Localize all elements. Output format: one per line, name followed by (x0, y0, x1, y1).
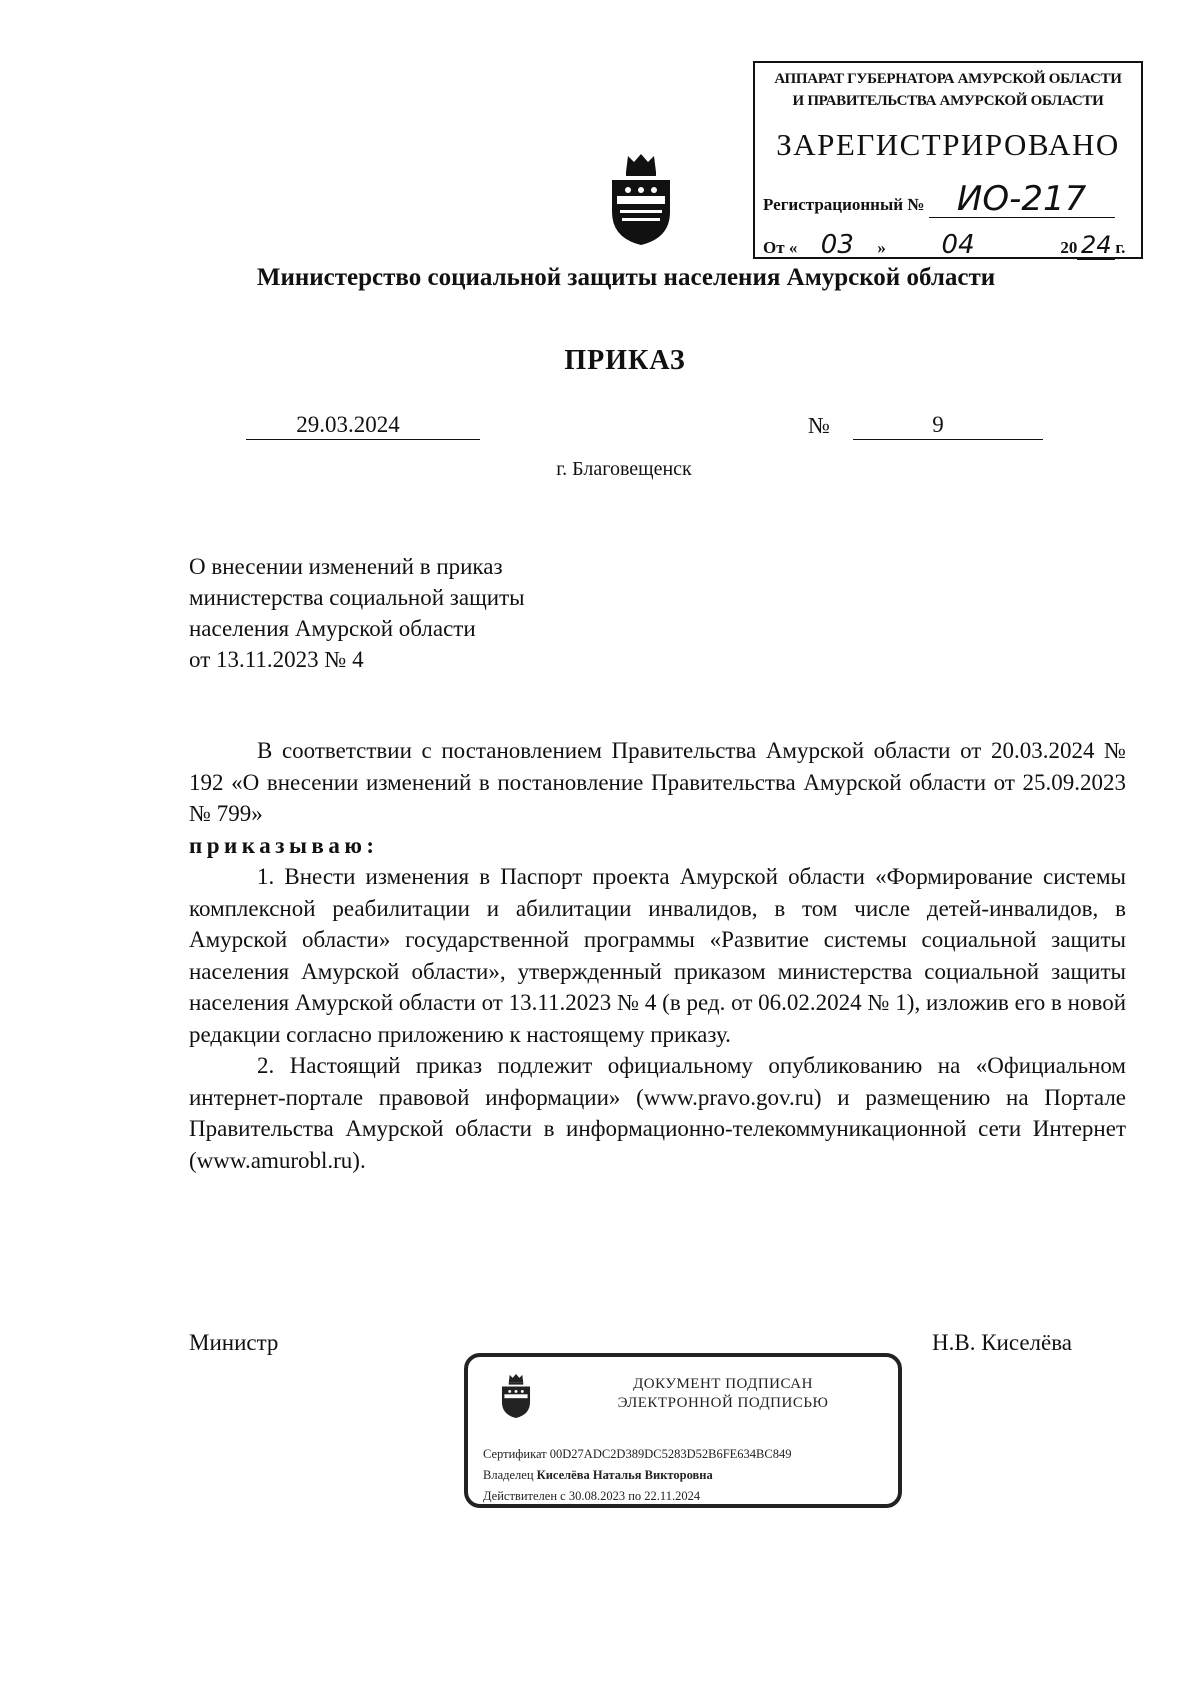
city: г. Благовещенск (556, 458, 692, 480)
preamble: В соответствии с постановлением Правительства Амурской области от 20.03.2024 № 192 «О внесении изменений в постановление Правительства Амурской области от 25.09.2023 № 799» (189, 738, 1126, 826)
ministry-title: Министерство социальной защиты населения Амурской области (256, 264, 996, 291)
order-body (189, 735, 1126, 1176)
signatory-name: Н.В. Киселёва (932, 1330, 1072, 1355)
esign-cert-value: 00D27ADC2D389DC5283D52B6FE634BC849 (549, 1447, 792, 1461)
stamp-month: 04 (898, 232, 1018, 259)
order-date: 29.03.2024 (246, 411, 480, 440)
stamp-quote-close: » (877, 238, 886, 257)
esign-valid-from-word: с (560, 1489, 566, 1503)
coat-of-arms-icon (496, 1373, 536, 1419)
document-type: ПРИКАЗ (564, 345, 686, 376)
order-subject (189, 551, 609, 675)
esign-valid-to: 22.11.2024 (644, 1489, 701, 1503)
stamp-org-line2: И ПРАВИТЕЛЬСТВА АМУРСКОЙ ОБЛАСТИ (792, 93, 1104, 109)
stamp-date-row (763, 231, 1125, 260)
registration-stamp (753, 61, 1143, 259)
stamp-from-label: От « (763, 238, 798, 257)
subject-line: населения Амурской области (189, 616, 476, 641)
order-word: приказываю: (189, 832, 379, 858)
stamp-registered: ЗАРЕГИСТРИРОВАНО (776, 127, 1120, 162)
order-number: 9 (853, 411, 1043, 440)
number-sign: № (808, 413, 830, 438)
stamp-year-end: г. (1115, 238, 1126, 257)
esign-valid-to-word: по (628, 1489, 642, 1503)
esign-title (558, 1375, 888, 1413)
esign-certificate (483, 1447, 791, 1462)
esign-owner (483, 1468, 713, 1483)
esign-valid-from: 30.08.2023 (568, 1489, 626, 1503)
stamp-reg-number: ИО-217 (929, 181, 1115, 218)
stamp-reg-row (763, 181, 1115, 218)
esign-owner-value: Киселёва Наталья Викторовна (536, 1468, 713, 1482)
coat-of-arms-icon (606, 152, 676, 247)
stamp-year-prefix: 20 (1060, 238, 1078, 257)
stamp-day: 03 (797, 232, 877, 259)
order-item-2: 2. Настоящий приказ подлежит официальному опубликованию на «Официальном интернет-портале правовой информации» (www.pravo.gov.ru) и размещению на Портале Правительства Амурской области в информационно-телекоммуникационной сети Интернет (www.amurobl.ru). (189, 1053, 1126, 1173)
subject-line: министерства социальной защиты (189, 585, 525, 610)
subject-line: О внесении изменений в приказ (189, 554, 503, 579)
esign-owner-label: Владелец (483, 1468, 534, 1482)
esign-title-line2: ЭЛЕКТРОННОЙ ПОДПИСЬЮ (617, 1395, 829, 1411)
order-item-1: 1. Внести изменения в Паспорт проекта Амурской области «Формирование системы комплексной реабилитации и абилитации инвалидов, в том числе детей-инвалидов, в Амурской области» государственной программы «Развитие системы социальной защиты населения Амурской области», утвержденный приказом министерства социальной защиты населения Амурской области от 13.11.2023 № 4 (в ред. от 06.02.2024 № 1), изложив его в новой редакции согласно приложению к настоящему приказу. (189, 864, 1126, 1047)
stamp-org-line1: АППАРАТ ГУБЕРНАТОРА АМУРСКОЙ ОБЛАСТИ (774, 71, 1122, 87)
stamp-year-suffix: 24 (1077, 231, 1115, 260)
esign-validity (483, 1489, 700, 1504)
electronic-signature-badge (464, 1353, 902, 1508)
esign-cert-label: Сертификат (483, 1447, 547, 1461)
esign-valid-label: Действителен (483, 1489, 558, 1503)
subject-line: от 13.11.2023 № 4 (189, 647, 364, 672)
esign-title-line1: ДОКУМЕНТ ПОДПИСАН (633, 1376, 813, 1392)
stamp-reg-label: Регистрационный № (763, 195, 925, 214)
signatory-role: Министр (189, 1330, 279, 1355)
